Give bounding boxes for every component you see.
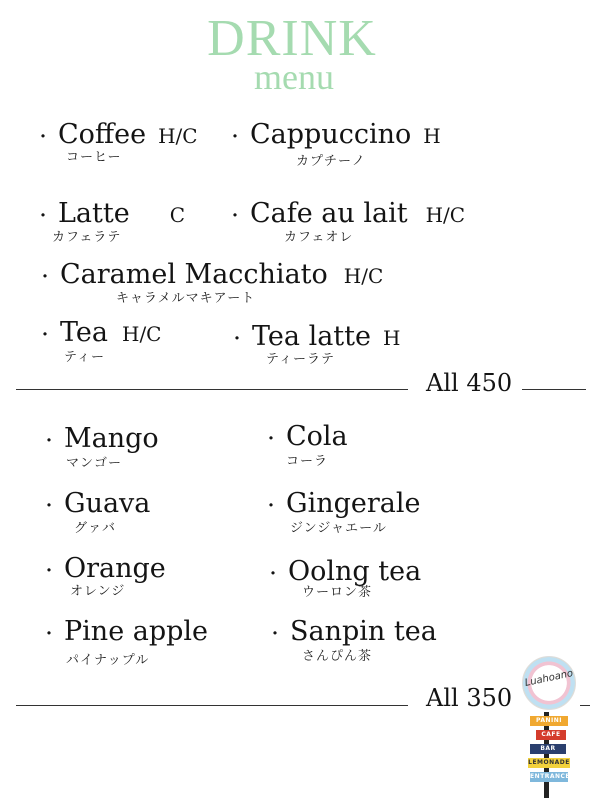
item-name: Mango	[64, 423, 159, 454]
item-kana: カフェオレ	[284, 230, 354, 245]
divider-line	[16, 705, 408, 706]
item-name: Tea	[60, 317, 108, 348]
bullet: ・	[226, 126, 244, 148]
menu-item-tea-latte	[228, 321, 401, 367]
item-kana: パイナップル	[66, 653, 150, 668]
bullet: ・	[262, 428, 280, 450]
menu-item-mango	[40, 423, 159, 471]
bullet: ・	[40, 430, 58, 452]
item-name: Sanpin tea	[290, 616, 437, 647]
menu-item-pine-apple	[40, 616, 209, 668]
menu-item-coffee	[34, 119, 198, 165]
item-name: Orange	[64, 553, 166, 584]
item-kana: カフェラテ	[52, 230, 122, 245]
bullet: ・	[40, 560, 58, 582]
divider-line	[16, 389, 408, 390]
item-name: Tea latte	[252, 321, 371, 352]
bullet: ・	[40, 623, 58, 645]
menu-item-orange	[40, 553, 166, 599]
menu-item-latte	[34, 198, 186, 245]
item-temp-tag: H	[423, 124, 441, 148]
item-kana: ティーラテ	[266, 352, 335, 367]
sign-cafe: CAFE	[536, 730, 566, 740]
menu-item-guava	[40, 488, 151, 536]
bullet: ・	[36, 324, 54, 346]
sign-entrance: ENTRANCE	[530, 773, 570, 780]
sign-bar: BAR	[530, 744, 566, 754]
item-kana: コーヒー	[66, 150, 122, 165]
menu-item-caramel-macchiato	[36, 259, 384, 306]
item-name: Latte	[58, 198, 130, 229]
item-kana: オレンジ	[70, 584, 126, 599]
menu-item-cappuccino	[226, 119, 441, 169]
item-kana: さんぴん茶	[302, 649, 373, 664]
item-temp-tag: H/C	[158, 124, 198, 148]
menu-item-cola	[262, 421, 348, 469]
price-all-450: All 450	[426, 369, 513, 397]
item-temp-tag: H	[382, 326, 401, 350]
item-name: Pine apple	[64, 616, 209, 647]
menu-item-cafe-au-lait	[226, 198, 466, 245]
item-kana: グァバ	[74, 521, 117, 536]
menu-item-tea	[36, 317, 162, 365]
bullet: ・	[226, 205, 244, 227]
bullet: ・	[40, 495, 58, 517]
bullet: ・	[262, 495, 280, 517]
item-kana: ウーロン茶	[302, 585, 373, 600]
item-kana: キャラメルマキアート	[116, 291, 256, 306]
item-name: Caramel Macchiato	[60, 259, 328, 290]
item-temp-tag: H/C	[122, 322, 162, 346]
item-name: Coffee	[58, 119, 147, 150]
item-kana: マンゴー	[66, 456, 123, 471]
bullet: ・	[266, 623, 284, 645]
menu-item-sanpin-tea	[266, 616, 437, 664]
divider-line-end	[522, 389, 586, 390]
cafe-logo	[522, 656, 576, 710]
item-temp-tag: H/C	[343, 264, 384, 288]
sign-panini: PANINI	[530, 716, 568, 726]
title-menu: menu	[254, 57, 334, 97]
menu-item-gingerale	[262, 488, 421, 536]
bullet: ・	[34, 126, 52, 148]
item-name: Cappuccino	[250, 119, 412, 150]
price-all-350: All 350	[426, 684, 513, 712]
item-kana: ジンジャエール	[290, 521, 387, 536]
item-name: Oolng tea	[288, 556, 422, 587]
bullet: ・	[264, 563, 282, 585]
bullet: ・	[36, 266, 54, 288]
item-name: Guava	[64, 488, 151, 519]
item-kana: コーラ	[286, 454, 329, 469]
menu-title	[0, 10, 600, 97]
bullet: ・	[34, 205, 52, 227]
item-name: Cola	[286, 421, 348, 452]
item-kana: ティー	[64, 350, 105, 365]
item-kana: カプチーノ	[296, 154, 366, 169]
sign-lemonade: LEMONADE	[528, 759, 570, 766]
divider-line-end	[580, 705, 590, 706]
item-temp-tag: C	[169, 203, 186, 227]
item-name: Cafe au lait	[250, 198, 408, 229]
title-drink: DRINK	[207, 10, 377, 67]
item-name: Gingerale	[286, 488, 421, 519]
logo-text: Luahoano	[523, 668, 575, 689]
bullet: ・	[228, 328, 246, 350]
item-temp-tag: H/C	[425, 203, 466, 227]
menu-item-oolng-tea	[264, 556, 422, 600]
